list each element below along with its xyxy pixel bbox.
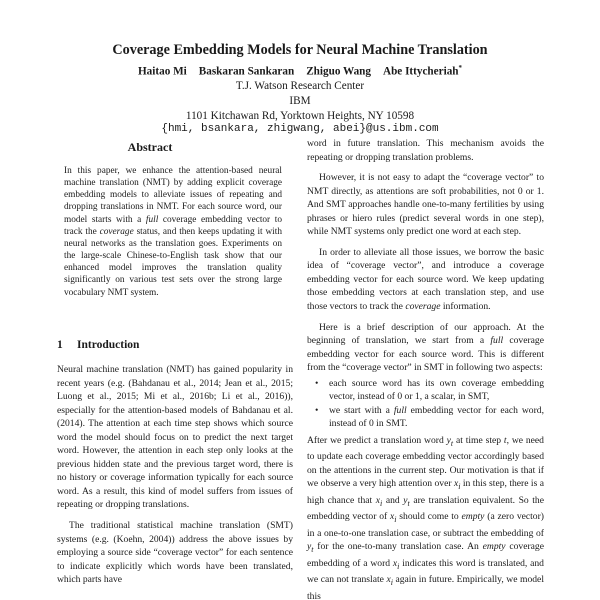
abstract-heading: Abstract [127,140,173,154]
paragraph: In order to alleviate all those issues, we borrow the basic idea of “coverage vector”, and introduce a coverage embedding vector for each source word. We keep updating those embedding vectors at each translation step, and use those vectors to track the coverage information. [307,246,544,313]
abstract-body: In this paper, we enhance the attention-based neural machine translation (NMT) by adding explicit coverage embedding models to alleviate issues of repeating and dropping translations in NMT. For each source word, our model starts with a full coverage embedding vector to track the coverage status, and then keeps updating it with neural networks as the translation goes. Experiments on the large-scale Chinese-to-English task show that our enhanced model improves the translation quality significantly on various test sets over the strong large vocabulary NMT system. [64,166,282,298]
section-title: Introduction [77,339,140,351]
bullet-icon: • [315,377,319,389]
affiliation-org: IBM [289,95,311,107]
author-name: Abe Ittycheriah [383,65,459,78]
author-footnote-mark: * [458,64,463,72]
paragraph: However, it is not easy to adapt the “coverage vector” to NMT directly, as attentions are soft probabilities, not 0 or 1. And SMT approaches handle one-to-many fertilities by using phrases or hiero rules (predict several words in one step), while NMT systems only predict one word at each step. [307,172,544,238]
affiliation-address: 1101 Kitchawan Rd, Yorktown Heights, NY 10598 [185,110,415,122]
list-item: • we start with a full embedding vector for each word, instead of 0 in SMT. [315,404,544,430]
section-heading [57,339,139,351]
author-emails: {hmi, bsankara, zhigwang, abei}@us.ibm.com [161,123,439,135]
right-column [307,137,544,600]
section-number: 1 [57,339,63,351]
intro-paragraph: Neural machine translation (NMT) has gained popularity in recent years (e.g. (Bahdanau et al., 2014; Jean et al., 2015; Luong et al., 2015; Mi et al., 2016b; Li et al., 2016)), especially for the attention-based models of Bahdanau et al. (2014). The attention at each time step shows which source word the model should focus on to predict the next target word. However, the attention in each step only looks at the previous hidden state and the previous target word, there is no history or coverage information typically for each source word. As a result, this kind of model suffers from issues of repeating or dropping translations. [57,364,293,511]
bullet-icon: • [315,404,319,416]
list-item: • each source word has its own coverage embedding vector, instead of 0 or 1, a scalar, in SMT, [315,377,544,403]
affiliation-lab: T.J. Watson Research Center [235,80,365,92]
left-column [57,363,293,587]
author-name: Zhiguo Wang [306,65,371,78]
paragraph: word in future translation. This mechanism avoids the repeating or dropping translation problems. [307,138,544,163]
bullet-list [307,377,544,431]
author-name: Baskaran Sankaran [198,65,295,78]
paper-title: Coverage Embedding Models for Neural Machine Translation [112,42,488,58]
author-list [0,64,600,78]
intro-paragraph: The traditional statistical machine translation (SMT) systems (e.g. (Koehn, 2004)) address the above issues by employing a source side “coverage vector” for each sentence to indicate explicitly which words have been translated, which parts have [57,520,293,586]
paragraph: Here is a brief description of our approach. At the beginning of translation, we start from a full coverage embedding vector for each source word. This is different from the “coverage vector” in SMT in following two aspects: [307,321,544,374]
author-name: Haitao Mi [137,65,187,78]
paragraph: After we predict a translation word $y_t$ at time step t, we need to update each coverage embedding vector accordingly based on the attentions in the current step. Our motivation is that if we observe a very high attention over $x_i$ in this step, there is a high chance that $x_i$ and $y_t$ are translation equivalent. So the embedding vector of $x_i$ should come to empty (a zero vector) in a one-to-one translation case, or subtract the embedding of $y_t$ for the one-to-many translation case. An empty coverage embedding of a word $x_i$ indicates this word is translated, and we can not translate $x_i$ again in future. Empirically, we model this [307,434,544,600]
